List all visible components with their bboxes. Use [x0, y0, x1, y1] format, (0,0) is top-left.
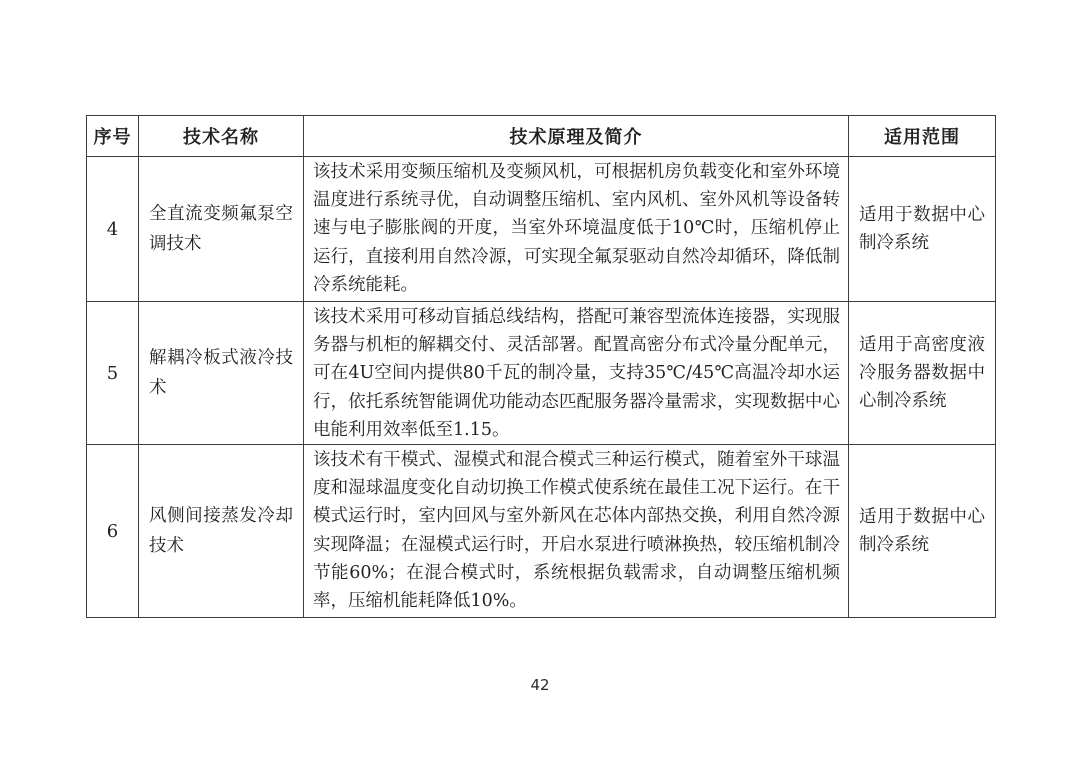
header-scope: 适用范围 [849, 116, 996, 157]
cell-description [304, 302, 849, 445]
scope-text: 适用于数据中心制冷系统 [859, 507, 985, 556]
scope-text: 适用于高密度液冷服务器数据中心制冷系统 [859, 335, 985, 411]
cell-technology-name [139, 302, 304, 445]
header-principle-intro: 技术原理及简介 [304, 116, 849, 157]
header-technology-name: 技术名称 [139, 116, 304, 157]
cell-scope [849, 302, 996, 445]
cell-description [304, 157, 849, 302]
technology-table [86, 115, 996, 618]
table-row [87, 302, 996, 445]
cell-scope [849, 157, 996, 302]
cell-serial-number: 6 [87, 445, 139, 618]
technology-name-text: 解耦冷板式液冷技术 [149, 348, 293, 398]
cell-description [304, 445, 849, 618]
header-serial-number: 序号 [87, 116, 139, 157]
technology-name-text: 全直流变频氟泵空调技术 [149, 204, 293, 254]
table-row [87, 157, 996, 302]
scope-text: 适用于数据中心制冷系统 [859, 205, 985, 253]
description-text: 该技术采用变频压缩机及变频风机，可根据机房负载变化和室外环境温度进行系统寻优，自动调整压缩机、室内风机、室外风机等设备转速与电子膨胀阀的开度，当室外环境温度低于10℃时，压缩机停止运行，直接利用自然冷源，可实现全氟泵驱动自然冷却循环，降低制冷系统能耗。 [313, 162, 840, 295]
cell-serial-number: 4 [87, 157, 139, 302]
cell-technology-name [139, 157, 304, 302]
description-text: 该技术有干模式、湿模式和混合模式三种运行模式，随着室外干球温度和湿球温度变化自动切换工作模式使系统在最佳工况下运行。在干模式运行时，室内回风与室外新风在芯体内部热交换，利用自然冷源实现降温；在湿模式运行时，开启水泵进行喷淋换热，较压缩机制冷节能60%；在混合模式时，系统根据负载需求，自动调整压缩机频率，压缩机能耗降低10%。 [313, 450, 840, 612]
cell-serial-number: 5 [87, 302, 139, 445]
table-header-row [87, 116, 996, 157]
table-row [87, 445, 996, 618]
technology-name-text: 风侧间接蒸发冷却技术 [149, 506, 293, 557]
page-number: 42 [530, 676, 550, 694]
cell-scope [849, 445, 996, 618]
description-text: 该技术采用可移动盲插总线结构，搭配可兼容型流体连接器，实现服务器与机柜的解耦交付、灵活部署。配置高密分布式冷量分配单元，可在4U空间内提供80千瓦的制冷量，支持35℃/45℃高温冷却水运行，依托系统智能调优功能动态匹配服务器冷量需求，实现数据中心电能利用效率低至1.15。 [313, 307, 840, 440]
cell-technology-name [139, 445, 304, 618]
